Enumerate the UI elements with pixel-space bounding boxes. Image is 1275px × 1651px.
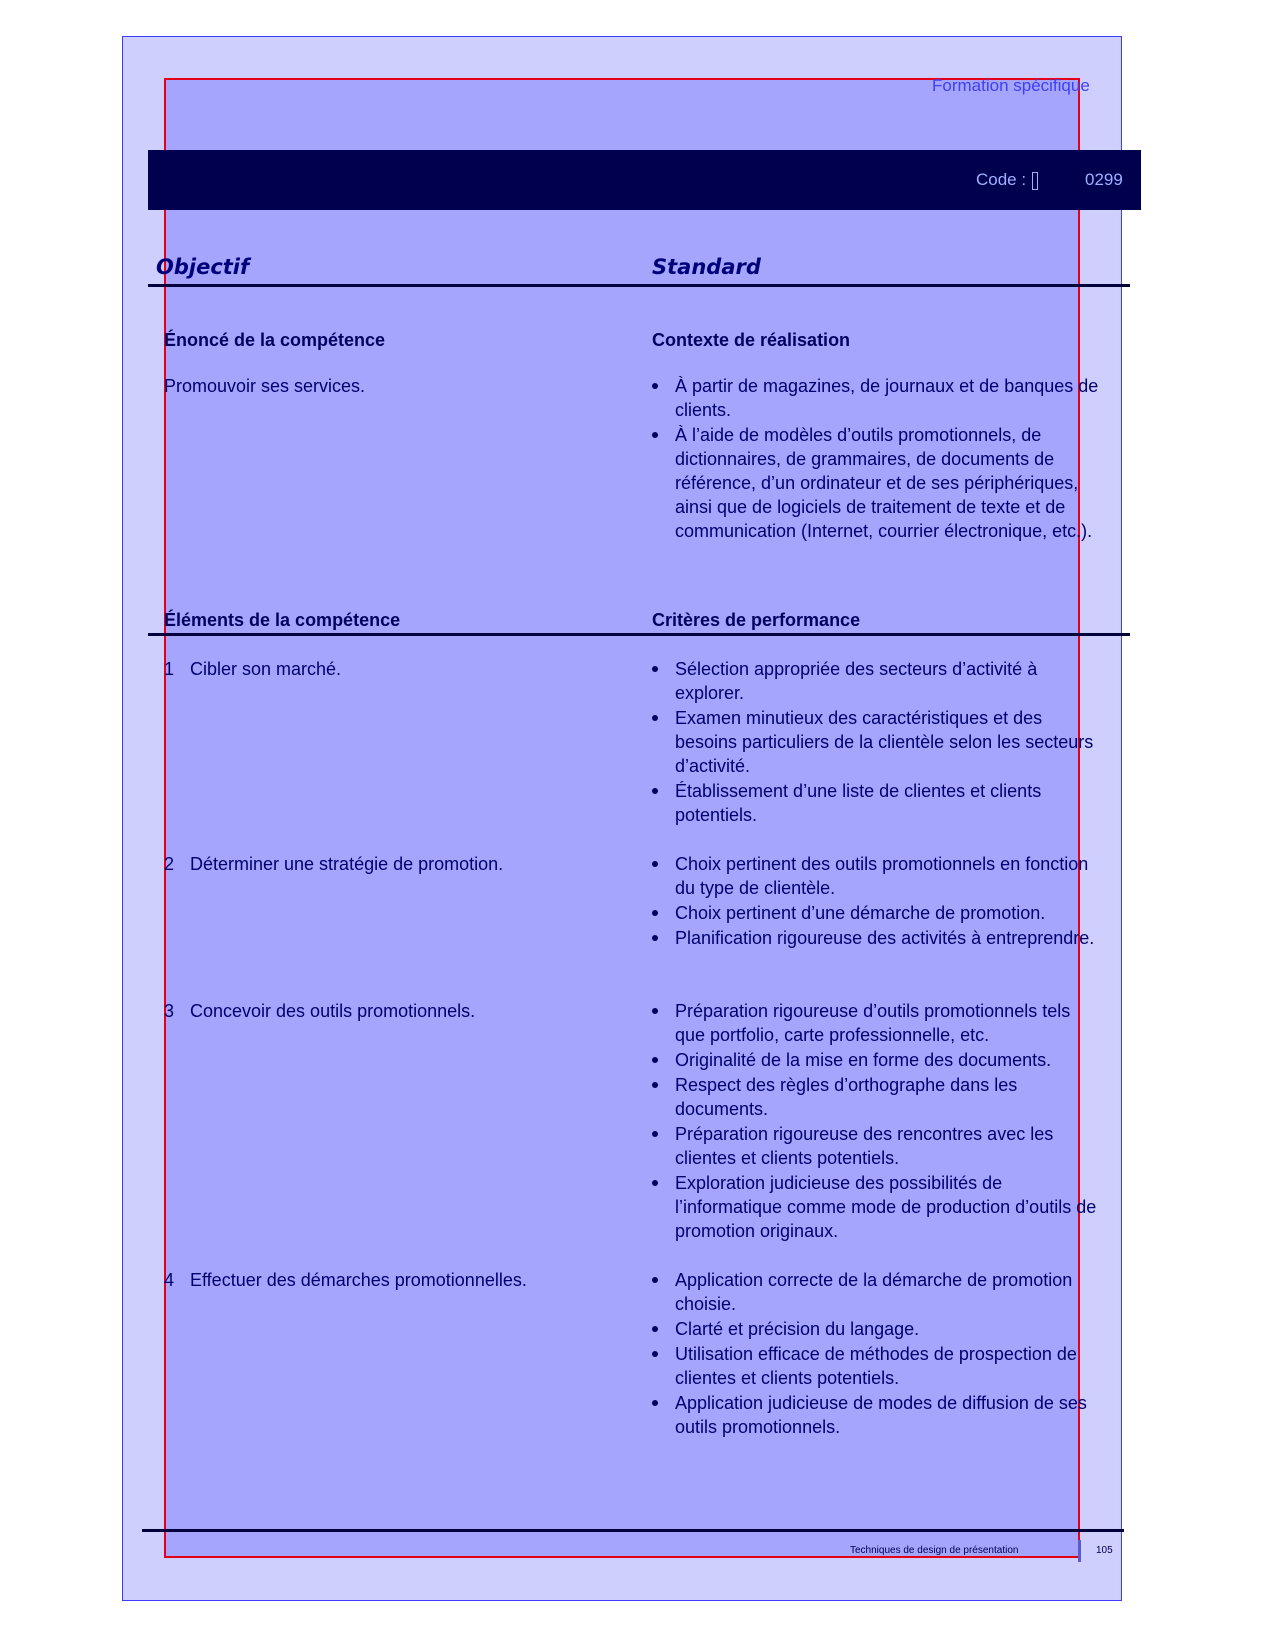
page-number: 105 <box>1096 1545 1113 1556</box>
list-item: Utilisation efficace de méthodes de prospection de clientes et clients potentiels. <box>652 1342 1102 1390</box>
footer-rule <box>142 1529 1124 1532</box>
bullet-icon <box>652 1008 658 1014</box>
element-1: 1 Cibler son marché. <box>164 659 342 679</box>
list-item: Préparation rigoureuse d’outils promotionnels tels que portfolio, carte professionnelle, etc. <box>652 999 1102 1047</box>
bullet-icon <box>652 383 658 389</box>
bullet-icon <box>652 1131 658 1137</box>
section-rule <box>148 633 1130 636</box>
list-item: À l’aide de modèles d’outils promotionnels, de dictionnaires, de grammaires, de documents de référence, d’un ordinateur et de ses périphériques, ainsi que de logiciels de traitement de texte et de communication (Internet, courrier électronique, etc.). <box>652 423 1102 543</box>
contexte-label: Contexte de réalisation <box>652 330 851 350</box>
element-4: 4 Effectuer des démarches promotionnelles. <box>164 1270 527 1290</box>
bullet-icon <box>652 715 658 721</box>
list-item: Application correcte de la démarche de promotion choisie. <box>652 1268 1102 1316</box>
list-item: Originalité de la mise en forme des documents. <box>652 1048 1102 1072</box>
list-item: Exploration judicieuse des possibilités de l’informatique comme mode de production d’outils de promotion originaux. <box>652 1171 1102 1243</box>
bullet-icon <box>652 1400 658 1406</box>
standard-heading: Standard <box>652 255 761 279</box>
code-label: Code : <box>976 170 1027 189</box>
objectif-heading: Objectif <box>156 255 250 279</box>
enonce-label: Énoncé de la compétence <box>164 330 386 350</box>
bullet-icon <box>652 861 658 867</box>
list-item: Respect des règles d’orthographe dans les documents. <box>652 1073 1102 1121</box>
list-item: Choix pertinent d’une démarche de promotion. <box>652 901 1102 925</box>
list-item: Choix pertinent des outils promotionnels en fonction du type de clientèle. <box>652 852 1102 900</box>
element-2: 2 Déterminer une stratégie de promotion. <box>164 854 504 874</box>
criteres-list-1 <box>652 657 1102 828</box>
criteres-list-4 <box>652 1268 1102 1440</box>
bullet-icon <box>652 1326 658 1332</box>
bullet-icon <box>652 788 658 794</box>
bullet-icon <box>652 935 658 941</box>
footer-title: Techniques de design de présentation <box>850 1545 1019 1556</box>
element-3: 3 Concevoir des outils promotionnels. <box>164 1001 476 1021</box>
list-item: Application judicieuse de modes de diffusion de ses outils promotionnels. <box>652 1391 1102 1439</box>
bullet-icon <box>652 1180 658 1186</box>
footer-separator <box>1078 1540 1081 1562</box>
elements-label: Éléments de la compétence <box>164 610 401 630</box>
list-item: Examen minutieux des caractéristiques et des besoins particuliers de la clientèle selon les secteurs d’activité. <box>652 706 1102 778</box>
code-value: 0299 <box>1085 170 1123 189</box>
bullet-icon <box>652 1351 658 1357</box>
bullet-icon <box>652 666 658 672</box>
bullet-icon <box>652 1277 658 1283</box>
contexte-list <box>652 374 1102 544</box>
bullet-icon <box>652 432 658 438</box>
list-item: Préparation rigoureuse des rencontres avec les clientes et clients potentiels. <box>652 1122 1102 1170</box>
list-item: Établissement d’une liste de clientes et clients potentiels. <box>652 779 1102 827</box>
bullet-icon <box>652 910 658 916</box>
formation-label: Formation spécifique <box>932 76 1090 95</box>
list-item: Sélection appropriée des secteurs d’activité à explorer. <box>652 657 1102 705</box>
bullet-icon <box>652 1082 658 1088</box>
list-item: À partir de magazines, de journaux et de banques de clients. <box>652 374 1102 422</box>
criteres-label: Critères de performance <box>652 610 861 630</box>
list-item: Planification rigoureuse des activités à entreprendre. <box>652 926 1102 950</box>
criteres-list-2 <box>652 852 1102 951</box>
enonce-text: Promouvoir ses services. <box>164 376 366 396</box>
code-separator <box>1032 172 1038 190</box>
heading-rule <box>148 284 1130 287</box>
bullet-icon <box>652 1057 658 1063</box>
list-item: Clarté et précision du langage. <box>652 1317 1102 1341</box>
criteres-list-3 <box>652 999 1102 1244</box>
